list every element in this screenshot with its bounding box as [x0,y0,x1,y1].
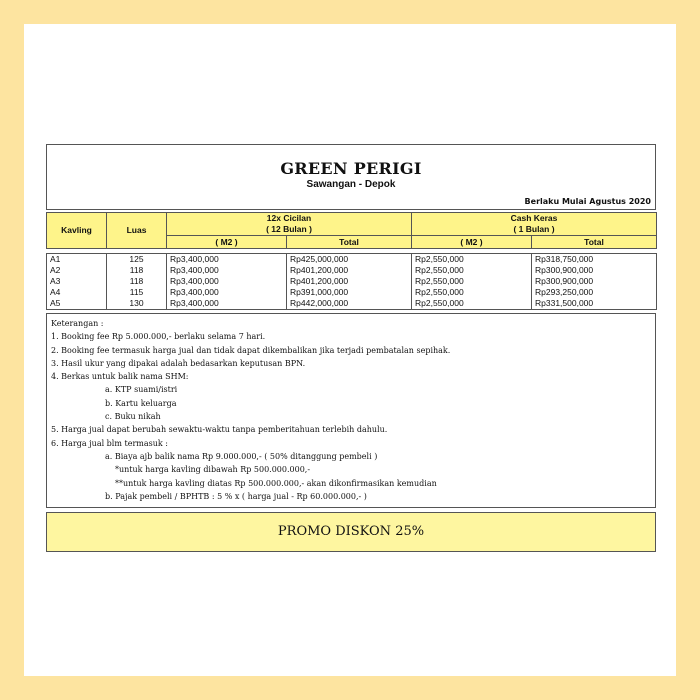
cell-kavling: A4 [47,287,107,298]
cell-cicilan-total: Rp401,200,000 [287,276,412,287]
cell-cash-total: Rp331,500,000 [532,298,657,310]
price-table [46,212,657,310]
cell-cicilan-total: Rp442,000,000 [287,298,412,310]
cell-cicilan-total: Rp401,200,000 [287,265,412,276]
table-row [47,287,657,298]
note-item: 5. Harga jual dapat berubah sewaktu-waktu tanpa pemberitahuan terlebih dahulu. [51,425,388,435]
page-subtitle: Sawangan - Depok [306,179,396,190]
cell-kavling: A2 [47,265,107,276]
cell-cicilan-total: Rp425,000,000 [287,254,412,266]
cell-kavling: A5 [47,298,107,310]
table-row [47,276,657,287]
cell-kavling: A1 [47,254,107,266]
cell-cash-total: Rp293,250,000 [532,287,657,298]
subheader-cicilan-m2: ( M2 ) [167,236,287,249]
note-subitem: a. KTP suami/istri [105,385,178,395]
page-frame [24,24,676,676]
cell-luas: 118 [107,276,167,287]
header-kavling: Kavling [47,213,107,249]
cell-cash-m2: Rp2,550,000 [412,298,532,310]
table-row [47,265,657,276]
note-item: 4. Berkas untuk balik nama SHM: [51,372,189,382]
note-item: 2. Booking fee termasuk harga jual dan tidak dapat dikembalikan jika terjadi pembatalan sepihak. [51,345,451,355]
cell-luas: 130 [107,298,167,310]
effective-date: Berlaku Mulai Agustus 2020 [524,197,651,206]
note-subitem: a. Biaya ajb balik nama Rp 9.000.000,- ( 50% ditanggung pembeli ) [105,451,378,461]
notes-heading: Keterangan : [51,319,104,328]
subheader-cash-total: Total [532,236,657,249]
table-row [47,298,657,310]
cell-luas: 118 [107,265,167,276]
cell-luas: 125 [107,254,167,266]
promo-banner: PROMO DISKON 25% [46,512,656,552]
table-row [47,254,657,266]
note-subitem: c. Buku nikah [105,412,161,422]
note-item: 1. Booking fee Rp 5.000.000,- berlaku selama 7 hari. [51,332,266,342]
subheader-cash-m2: ( M2 ) [412,236,532,249]
note-item: 3. Hasil ukur yang dipakai adalah bedasarkan keputusan BPN. [51,358,306,368]
cell-cicilan-m2: Rp3,400,000 [167,287,287,298]
subheader-cicilan-total: Total [287,236,412,249]
header-box [46,144,656,210]
cell-cicilan-m2: Rp3,400,000 [167,265,287,276]
note-footnote: **untuk harga kavling diatas Rp 500.000.000,- akan dikonfirmasikan kemudian [115,478,437,488]
cell-cicilan-total: Rp391,000,000 [287,287,412,298]
header-luas: Luas [107,213,167,249]
header-cash [412,213,657,236]
cell-luas: 115 [107,287,167,298]
header-cicilan [167,213,412,236]
price-sheet [46,144,656,552]
cell-kavling: A3 [47,276,107,287]
notes-box [46,313,656,508]
cell-cicilan-m2: Rp3,400,000 [167,254,287,266]
cell-cash-m2: Rp2,550,000 [412,287,532,298]
cell-cash-m2: Rp2,550,000 [412,276,532,287]
note-subitem: b. Kartu keluarga [105,398,177,408]
cell-cash-total: Rp300,900,000 [532,265,657,276]
cell-cash-m2: Rp2,550,000 [412,254,532,266]
header-cash-line2: ( 1 Bulan ) [513,224,555,234]
page-title: GREEN PERIGI [280,159,422,178]
header-cicilan-line1: 12x Cicilan [266,213,312,223]
cell-cicilan-m2: Rp3,400,000 [167,298,287,310]
header-cicilan-line2: ( 12 Bulan ) [266,224,312,234]
cell-cash-total: Rp318,750,000 [532,254,657,266]
cell-cash-m2: Rp2,550,000 [412,265,532,276]
note-footnote: *untuk harga kavling dibawah Rp 500.000.000,- [115,465,311,475]
cell-cash-total: Rp300,900,000 [532,276,657,287]
header-cash-line1: Cash Keras [510,213,558,223]
note-item: 6. Harga jual blm termasuk : [51,438,168,448]
cell-cicilan-m2: Rp3,400,000 [167,276,287,287]
note-subitem: b. Pajak pembeli / BPHTB : 5 % x ( harga jual - Rp 60.000.000,- ) [105,491,367,501]
